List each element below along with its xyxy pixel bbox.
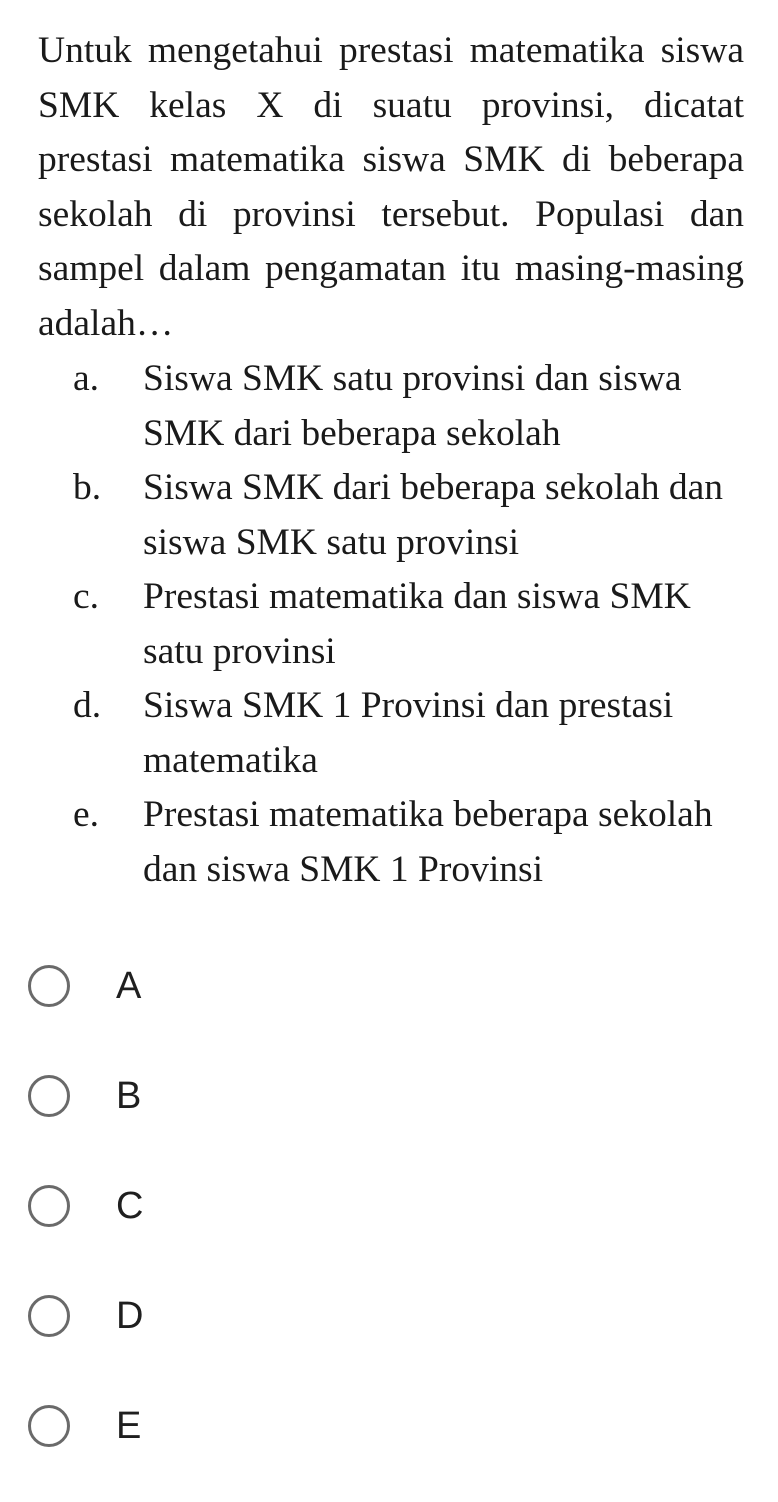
choices-list xyxy=(73,352,743,897)
question-text: Untuk mengetahui prestasi matematika siswa SMK kelas X di suatu provinsi, dicatat prestasi matematika siswa SMK di beberapa sekolah di provinsi tersebut. Populasi dan sampel dalam pengamatan itu masing-masing adalah… xyxy=(38,30,744,344)
choice-letter: d. xyxy=(73,685,102,726)
answer-option-label[interactable]: D xyxy=(116,1294,144,1337)
choice-text: Prestasi matematika beberapa sekolah dan siswa SMK 1 Provinsi xyxy=(143,794,713,890)
choice-letter: e. xyxy=(73,794,100,835)
answer-option-e[interactable] xyxy=(22,1394,422,1458)
radio-button-icon[interactable] xyxy=(28,1405,70,1447)
choice-text: Siswa SMK satu provinsi dan siswa SMK dari beberapa sekolah xyxy=(143,358,682,454)
choice-item-d xyxy=(73,679,743,788)
radio-button-icon[interactable] xyxy=(28,1075,70,1117)
answer-option-label[interactable]: C xyxy=(116,1184,144,1227)
radio-button-icon[interactable] xyxy=(28,1185,70,1227)
choice-item-a xyxy=(73,352,743,461)
choice-item-b xyxy=(73,461,743,570)
answer-option-label[interactable]: A xyxy=(116,964,142,1007)
answer-option-d[interactable] xyxy=(22,1284,422,1348)
choice-letter: c. xyxy=(73,576,100,617)
choice-item-e xyxy=(73,788,743,897)
choice-letter: a. xyxy=(73,358,100,399)
answer-option-label[interactable]: E xyxy=(116,1404,142,1447)
choice-text: Siswa SMK 1 Provinsi dan prestasi matematika xyxy=(143,685,674,781)
choice-text: Prestasi matematika dan siswa SMK satu provinsi xyxy=(143,576,691,672)
choice-item-c xyxy=(73,570,743,679)
answer-option-c[interactable] xyxy=(22,1174,422,1238)
choice-text: Siswa SMK dari beberapa sekolah dan siswa SMK satu provinsi xyxy=(143,467,724,563)
answer-option-a[interactable] xyxy=(22,954,422,1018)
answer-option-b[interactable] xyxy=(22,1064,422,1128)
radio-button-icon[interactable] xyxy=(28,1295,70,1337)
answer-option-label[interactable]: B xyxy=(116,1074,142,1117)
radio-button-icon[interactable] xyxy=(28,965,70,1007)
choice-letter: b. xyxy=(73,467,102,508)
